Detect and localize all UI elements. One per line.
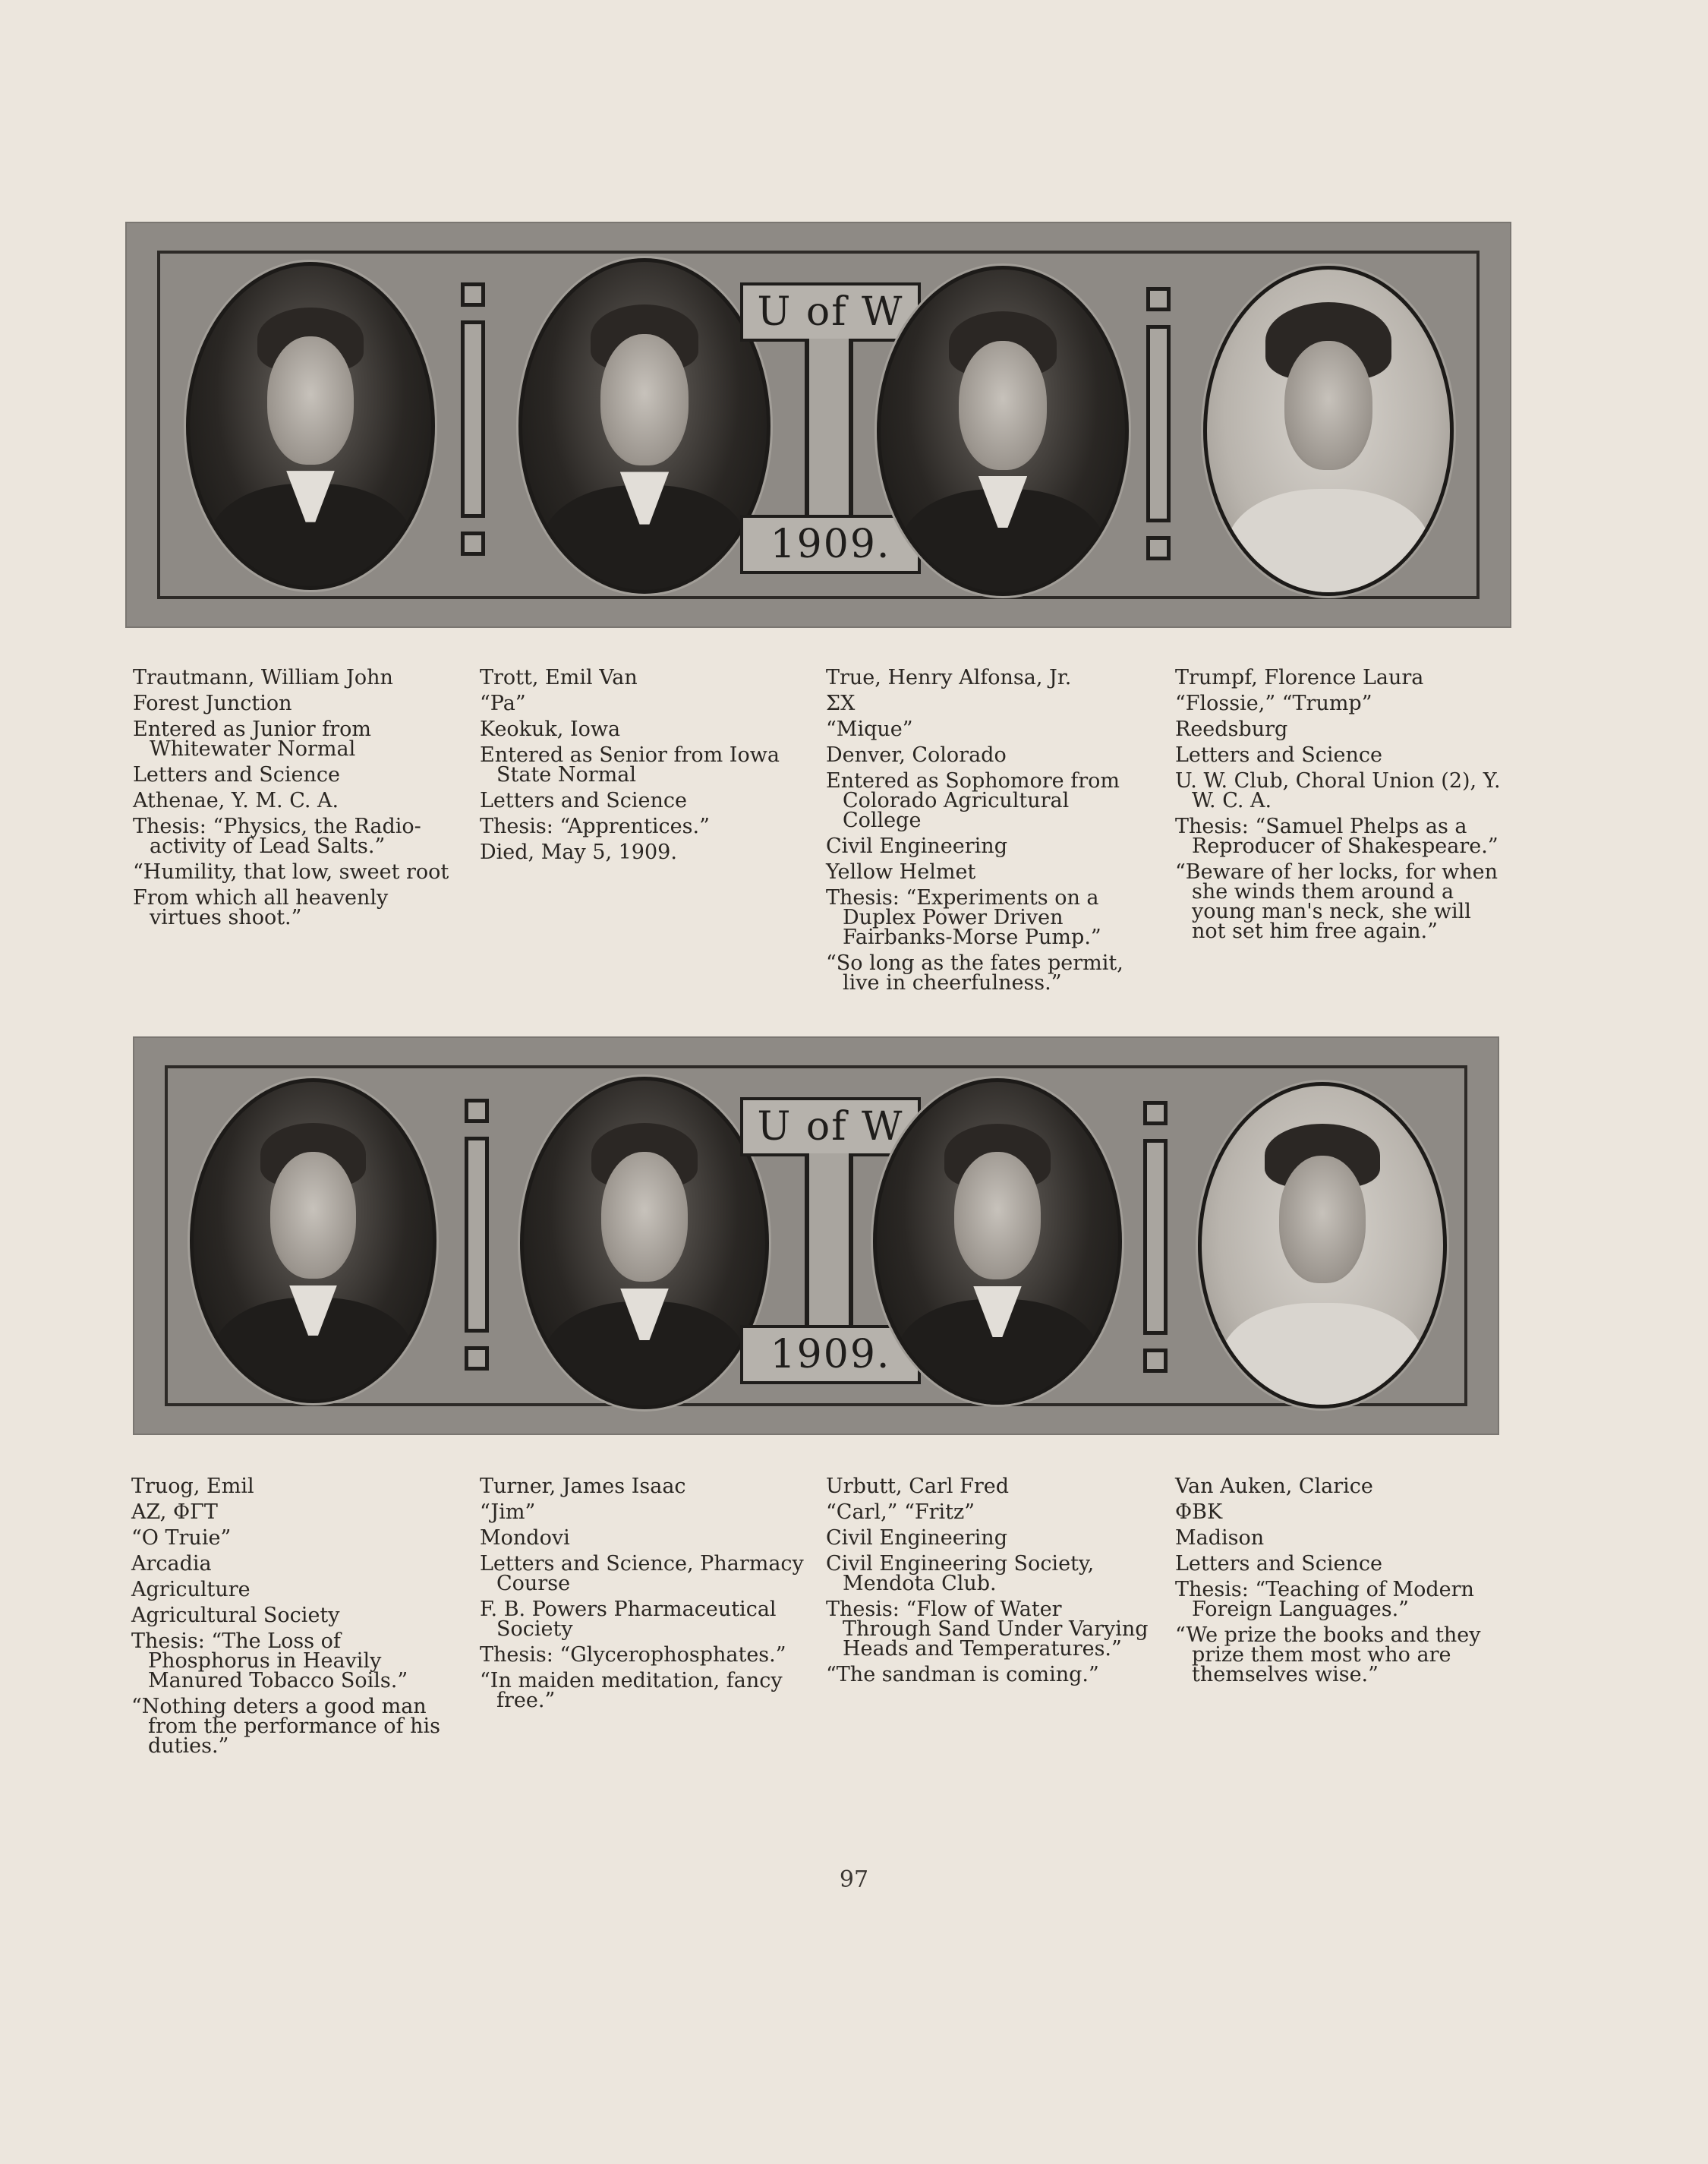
- portrait-trautmann: [186, 262, 435, 590]
- crest-column: [805, 339, 853, 515]
- entry-line: Thesis: “Teaching of Modern Foreign Languages.”: [1175, 1578, 1474, 1621]
- entry-line: Entered as Sophomore from Colorado Agricultural College: [826, 769, 1120, 832]
- pillar-ornament: [1143, 1101, 1169, 1373]
- entry-nickname: “Jim”: [480, 1500, 536, 1524]
- entry-line: Thesis: “Flow of Water Through Sand Under Varying Heads and Temperatures.”: [826, 1598, 1149, 1661]
- portrait-trumpf: [1203, 266, 1454, 596]
- entry-name: Van Auken, Clarice: [1175, 1475, 1373, 1498]
- entry-turner: [480, 1477, 806, 1717]
- entry-name: Urbutt, Carl Fred: [826, 1475, 1009, 1498]
- crest-top-plaque: U of W: [740, 282, 921, 342]
- entry-nickname: “O Truie”: [131, 1526, 232, 1550]
- entry-line: Thesis: “Glycerophosphates.”: [480, 1643, 786, 1667]
- entry-line: Letters and Science, Pharmacy Course: [480, 1552, 804, 1595]
- entry-line: Thesis: “Apprentices.”: [480, 815, 710, 838]
- entry-quote: “Nothing deters a good man from the performance of his duties.”: [131, 1695, 440, 1758]
- pillar-ornament: [1146, 287, 1172, 560]
- entry-name: Trott, Emil Van: [480, 666, 638, 689]
- entry-van-auken: [1175, 1477, 1502, 1691]
- page-number: 97: [839, 1866, 869, 1893]
- entry-quote: “Humility, that low, sweet root: [133, 860, 449, 884]
- pillar-ornament: [465, 1099, 490, 1371]
- entry-hometown: Madison: [1175, 1526, 1265, 1550]
- entry-quote: From which all heavenly virtues shoot.”: [133, 886, 389, 929]
- entry-name: Trumpf, Florence Laura: [1175, 666, 1424, 689]
- entry-line: Letters and Science: [1175, 1552, 1383, 1576]
- entry-hometown: Mondovi: [480, 1526, 570, 1550]
- entry-line: Yellow Helmet: [826, 860, 976, 884]
- portrait-van-auken: [1198, 1082, 1447, 1408]
- entry-line: Died, May 5, 1909.: [480, 841, 677, 864]
- entry-hometown: Keokuk, Iowa: [480, 718, 621, 741]
- crest-year-plaque: 1909.: [740, 515, 921, 574]
- entry-line: Civil Engineering: [826, 1526, 1007, 1550]
- entry-quote: “The sandman is coming.”: [826, 1663, 1099, 1686]
- entry-quote: “So long as the fates permit, live in cheerfulness.”: [826, 951, 1123, 995]
- entry-quote: “In maiden meditation, fancy free.”: [480, 1669, 783, 1712]
- entry-line: Athenae, Y. M. C. A.: [133, 789, 339, 812]
- entry-urbutt: [826, 1477, 1152, 1691]
- portrait-turner: [520, 1077, 769, 1409]
- entry-name: Trautmann, William John: [133, 666, 393, 689]
- entry-line: Letters and Science: [480, 789, 688, 812]
- entry-line: U. W. Club, Choral Union (2), Y. W. C. A.: [1175, 769, 1501, 812]
- portrait-true: [877, 266, 1129, 596]
- entry-nickname: “Carl,” “Fritz”: [826, 1500, 975, 1524]
- entry-line: Entered as Junior from Whitewater Normal: [133, 718, 371, 761]
- entry-line: Letters and Science: [1175, 743, 1383, 767]
- entry-true: [826, 668, 1152, 999]
- entry-trott: [480, 668, 806, 869]
- entry-nickname: “Flossie,” “Trump”: [1175, 692, 1372, 715]
- portrait-truog: [190, 1078, 436, 1403]
- portrait-trott: [518, 258, 770, 594]
- entry-truog: [131, 1477, 458, 1762]
- entry-line: Agricultural Society: [131, 1604, 340, 1627]
- entry-nickname: “Mique”: [826, 718, 913, 741]
- crest-column: [805, 1153, 853, 1325]
- entry-line: Civil Engineering: [826, 834, 1007, 858]
- entry-nickname: “Pa”: [480, 692, 526, 715]
- entry-fraternity: ΣX: [826, 692, 856, 715]
- portrait-urbutt: [873, 1078, 1122, 1405]
- entry-line: Thesis: “Samuel Phelps as a Reproducer of Shakespeare.”: [1175, 815, 1498, 858]
- entry-line: Thesis: “Physics, the Radio-activity of Lead Salts.”: [133, 815, 421, 858]
- entry-quote: “We prize the books and they prize them most who are themselves wise.”: [1175, 1623, 1481, 1686]
- entry-line: Thesis: “Experiments on a Duplex Power Driven Fairbanks-Morse Pump.”: [826, 886, 1101, 949]
- entry-hometown: Arcadia: [131, 1552, 212, 1576]
- entry-line: F. B. Powers Pharmaceutical Society: [480, 1598, 777, 1641]
- entry-trautmann: [133, 668, 459, 934]
- entry-name: True, Henry Alfonsa, Jr.: [826, 666, 1072, 689]
- pillar-ornament: [461, 282, 487, 556]
- entry-line: Entered as Senior from Iowa State Normal: [480, 743, 780, 787]
- crest-year-plaque: 1909.: [740, 1325, 921, 1384]
- entry-fraternity: ΦBK: [1175, 1500, 1223, 1524]
- entry-line: Agriculture: [131, 1578, 251, 1601]
- entry-trumpf: [1175, 668, 1502, 948]
- entry-line: Civil Engineering Society, Mendota Club.: [826, 1552, 1095, 1595]
- entry-hometown: Forest Junction: [133, 692, 292, 715]
- entry-quote: “Beware of her locks, for when she winds them around a young man's neck, she will not set him free again.”: [1175, 860, 1498, 943]
- entry-hometown: Denver, Colorado: [826, 743, 1007, 767]
- entry-name: Turner, James Isaac: [480, 1475, 686, 1498]
- entry-name: Truog, Emil: [131, 1475, 254, 1498]
- entry-line: Thesis: “The Loss of Phosphorus in Heavily Manured Tobacco Soils.”: [131, 1629, 408, 1692]
- crest-top-plaque: U of W: [740, 1097, 921, 1156]
- entry-hometown: Reedsburg: [1175, 718, 1288, 741]
- entry-line: Letters and Science: [133, 763, 341, 787]
- entry-fraternity: AZ, ΦΓΤ: [131, 1500, 218, 1524]
